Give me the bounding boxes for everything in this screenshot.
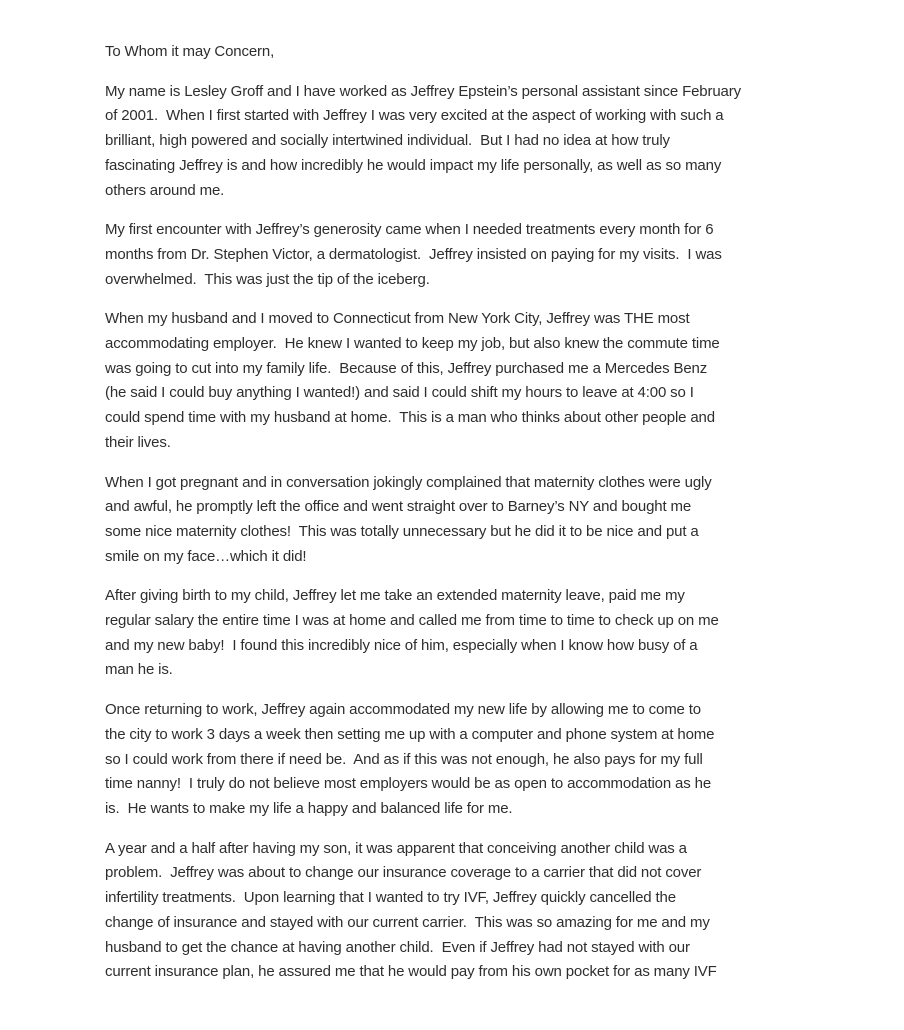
paragraph-line: My first encounter with Jeffrey’s generosity came when I needed treatments every month for 6: [105, 221, 714, 239]
paragraph-line: husband to get the chance at having another child. Even if Jeffrey had not stayed with our: [105, 938, 690, 956]
paragraph-line: My name is Lesley Groff and I have worked as Jeffrey Epstein’s personal assistant since February: [105, 82, 741, 100]
salutation: To Whom it may Concern,: [105, 43, 275, 60]
paragraph-line: change of insurance and stayed with our current carrier. This was so amazing for me and my: [105, 913, 710, 931]
letter-paragraph: [105, 80, 844, 204]
paragraph-line: others around me.: [105, 181, 225, 199]
paragraph-line: smile on my face…which it did!: [105, 547, 307, 565]
paragraph-line: of 2001. When I first started with Jeffrey I was very excited at the aspect of working with such a: [105, 107, 724, 125]
paragraph-line: infertility treatments. Upon learning that I wanted to try IVF, Jeffrey quickly cancelled the: [105, 889, 676, 907]
paragraph-line: the city to work 3 days a week then setting me up with a computer and phone system at home: [105, 725, 715, 743]
letter-paragraph: [105, 837, 844, 985]
letter-paragraph: [105, 218, 844, 292]
paragraph-line: brilliant, high powered and socially intertwined individual. But I had no idea at how truly: [105, 132, 670, 150]
paragraph-line: their lives.: [105, 433, 171, 451]
paragraph-line: overwhelmed. This was just the tip of the iceberg.: [105, 270, 430, 288]
paragraph-line: was going to cut into my family life. Because of this, Jeffrey purchased me a Mercedes Benz: [105, 359, 708, 377]
paragraph-line: When I got pregnant and in conversation jokingly complained that maternity clothes were ugly: [105, 473, 712, 491]
paragraph-line: could spend time with my husband at home. This is a man who thinks about other people and: [105, 409, 715, 427]
paragraph-line: problem. Jeffrey was about to change our insurance coverage to a carrier that did not cover: [105, 864, 702, 882]
paragraph-line: accommodating employer. He knew I wanted to keep my job, but also knew the commute time: [105, 335, 720, 353]
letter-paragraph: [105, 584, 844, 683]
paragraph-line: When my husband and I moved to Connecticut from New York City, Jeffrey was THE most: [105, 310, 690, 328]
paragraph-line: After giving birth to my child, Jeffrey let me take an extended maternity leave, paid me my: [105, 587, 685, 605]
paragraph-line: current insurance plan, he assured me that he would pay from his own pocket for as many IVF: [105, 963, 717, 981]
paragraph-line: and awful, he promptly left the office and went straight over to Barney’s NY and bought me: [105, 498, 692, 516]
paragraph-line: (he said I could buy anything I wanted!) and said I could shift my hours to leave at 4:00 so I: [105, 384, 694, 402]
paragraph-line: is. He wants to make my life a happy and balanced life for me.: [105, 799, 513, 817]
paragraph-line: man he is.: [105, 661, 173, 679]
letter-body: [105, 80, 844, 985]
paragraph-line: so I could work from there if need be. And as if this was not enough, he also pays for my full: [105, 750, 703, 768]
paragraph-line: time nanny! I truly do not believe most employers would be as open to accommodation as he: [105, 775, 712, 793]
paragraph-line: Once returning to work, Jeffrey again accommodated my new life by allowing me to come to: [105, 701, 701, 719]
paragraph-line: fascinating Jeffrey is and how incredibly he would impact my life personally, as well as so many: [105, 156, 722, 174]
letter-paragraph: [105, 307, 844, 455]
paragraph-line: A year and a half after having my son, it was apparent that conceiving another child was a: [105, 839, 687, 857]
letter-paragraph: [105, 698, 844, 822]
paragraph-line: and my new baby! I found this incredibly nice of him, especially when I know how busy of a: [105, 636, 698, 654]
paragraph-line: months from Dr. Stephen Victor, a dermatologist. Jeffrey insisted on paying for my visits. I was: [105, 245, 722, 263]
paragraph-line: regular salary the entire time I was at home and called me from time to time to check up on me: [105, 612, 719, 630]
letter-paragraph: [105, 471, 844, 570]
paragraph-line: some nice maternity clothes! This was totally unnecessary but he did it to be nice and put a: [105, 522, 699, 540]
